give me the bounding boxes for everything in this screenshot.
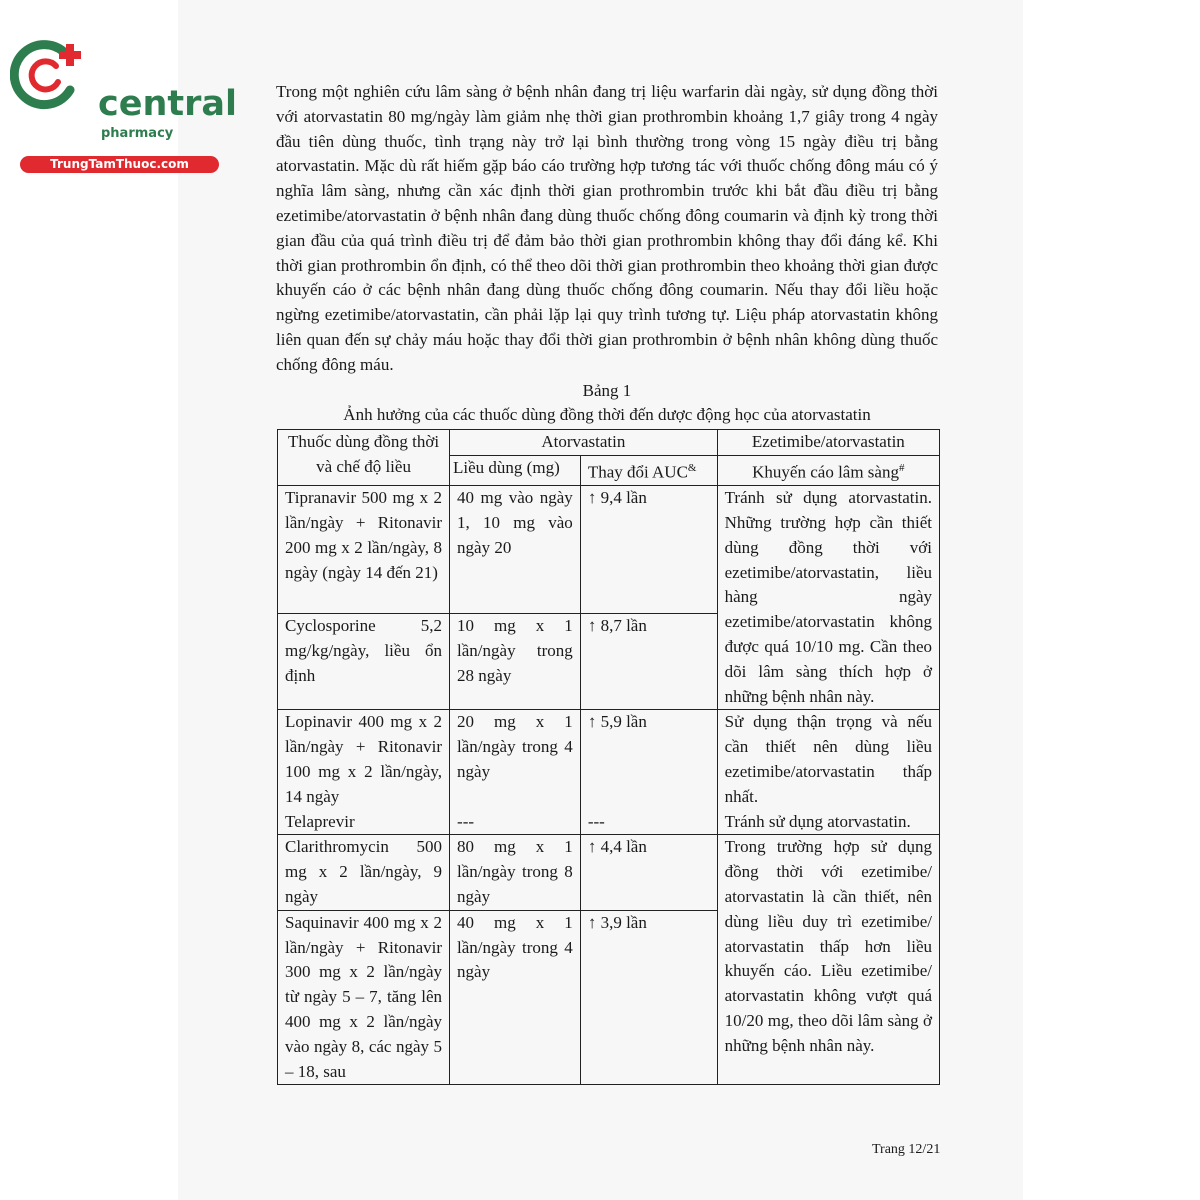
table-caption: Bảng 1: [582, 381, 632, 400]
cell-recommendation: Sử dụng thận trọng và nếu cần thiết nên dùng liều ezetimibe/atorvastatin thấp nhất. Tránh sử dụng atorvastatin.: [717, 710, 939, 835]
cell-drug: Saquinavir 400 mg x 2 lần/ngày + Ritonavir 300 mg x 2 lần/ngày từ ngày 5 – 7, tăng lên 400 mg x 2 lần/ngày vào ngày 8, các ngày 5 – 18, sau: [278, 910, 450, 1085]
header-auc-change: Thay đổi AUC&: [580, 455, 717, 485]
cell-drug: Clarithromycin 500 mg x 2 lần/ngày, 9 ngày: [278, 835, 450, 910]
table-row: [278, 486, 940, 614]
auc-lopinavir: ↑ 5,9 lần: [587, 712, 647, 732]
header-coadministered-drug: Thuốc dùng đồng thời và chế độ liều: [278, 430, 450, 486]
table-row: [278, 710, 940, 835]
page-number: Trang 12/21: [872, 1142, 941, 1157]
dose-telaprevir: ---: [457, 811, 475, 831]
drug-lopinavir: Lopinavir 400 mg x 2 lần/ngày + Ritonavir 100 mg x 2 lần/ngày, 14 ngày: [285, 712, 443, 806]
table-header-row: [278, 430, 940, 456]
header-clinical-recommendation: Khuyến cáo lâm sàng#: [717, 455, 939, 485]
table-title: Ảnh hưởng của các thuốc dùng đồng thời đến dược động học của atorvastatin: [343, 405, 871, 424]
cell-drug: Cyclosporine 5,2 mg/kg/ngày, liều ổn định: [278, 614, 450, 710]
auc-telaprevir: ---: [587, 811, 605, 831]
body-paragraph: Trong một nghiên cứu lâm sàng ở bệnh nhân đang trị liệu warfarin dài ngày, sử dụng đồng thời với atorvastatin 80 mg/ngày làm giảm nhẹ thời gian prothrombin khoảng 1,7 giây trong 4 ngày đầu tiên dùng thuốc, tình trạng này trở lại bình thường trong vòng 15 ngày điều trị bằng atorvastatin. Mặc dù rất hiếm gặp báo cáo trường hợp tương tác với thuốc chống đông máu có ý nghĩa lâm sàng, nhưng cần xác định thời gian prothrombin trước khi bắt đầu điều trị bằng ezetimibe/atorvastatin ở bệnh nhân đang dùng thuốc chống đông coumarin và định kỳ trong thời gian đầu của quá trình điều trị để đảm bảo thời gian prothrombin không thay đổi đáng kể. Khi thời gian prothrombin ổn định, có thể theo dõi thời gian prothrombin theo khoảng thời gian được khuyến cáo ở các bệnh nhân đang dùng thuốc chống đông coumarin. Nếu thay đổi liều hoặc ngừng ezetimibe/atorvastatin, cần phải lặp lại quy trình tương tự. Liệu pháp atorvastatin không liên quan đến sự chảy máu hoặc thay đổi thời gian prothrombin ở bệnh nhân không dùng thuốc chống đông máu.: [276, 82, 938, 374]
cell-dose: 10 mg x 1 lần/ngày trong 28 ngày: [450, 614, 581, 710]
cell-auc: ↑ 4,4 lần: [580, 835, 717, 910]
pharmacy-logo: [10, 38, 238, 171]
dose-lopinavir: 20 mg x 1 lần/ngày trong 4 ngày: [457, 712, 573, 782]
logo-c-cross-icon: [10, 38, 90, 116]
interaction-table: [277, 429, 940, 1085]
site-url-badge: TrungTamThuoc.com: [20, 156, 219, 173]
brand-subtitle: pharmacy: [101, 126, 174, 141]
cell-recommendation: Tránh sử dụng atorvastatin. Những trường hợp cần thiết dùng đồng thời với ezetimibe/atorvastatin, liều hàng ngày ezetimibe/atorvastatin không được quá 10/10 mg. Cần theo dõi lâm sàng thích hợp ở những bệnh nhân này.: [717, 486, 939, 710]
cell-dose: 40 mg x 1 lần/ngày trong 4 ngày: [450, 910, 581, 1085]
cell-dose: 40 mg vào ngày 1, 10 mg vào ngày 20: [450, 486, 581, 614]
cell-drug: [278, 710, 450, 835]
brand-name: central: [98, 84, 238, 124]
table-row: [278, 835, 940, 910]
cell-auc: ↑ 3,9 lần: [580, 910, 717, 1085]
header-atorvastatin: Atorvastatin: [450, 430, 718, 456]
drug-telaprevir: Telaprevir: [285, 811, 355, 831]
cell-recommendation: Trong trường hợp sử dụng đồng thời với ezetimibe/ atorvastatin là cần thiết, nên dùng liều duy trì ezetimibe/ atorvastatin thấp hơn liều khuyến cáo. Liều ezetimibe/ atorvastatin không vượt quá 10/20 mg, theo dõi lâm sàng ở những bệnh nhân này.: [717, 835, 939, 1085]
cell-drug: Tipranavir 500 mg x 2 lần/ngày + Ritonavir 200 mg x 2 lần/ngày, 8 ngày (ngày 14 đến 21): [278, 486, 450, 614]
cell-auc: [580, 710, 717, 835]
cell-auc: ↑ 8,7 lần: [580, 614, 717, 710]
cell-auc: ↑ 9,4 lần: [580, 486, 717, 614]
cell-dose: 80 mg x 1 lần/ngày trong 8 ngày: [450, 835, 581, 910]
cell-dose: [450, 710, 581, 835]
header-dose: Liều dùng (mg): [450, 455, 581, 485]
header-ezetimibe-atorvastatin: Ezetimibe/atorvastatin: [717, 430, 939, 456]
